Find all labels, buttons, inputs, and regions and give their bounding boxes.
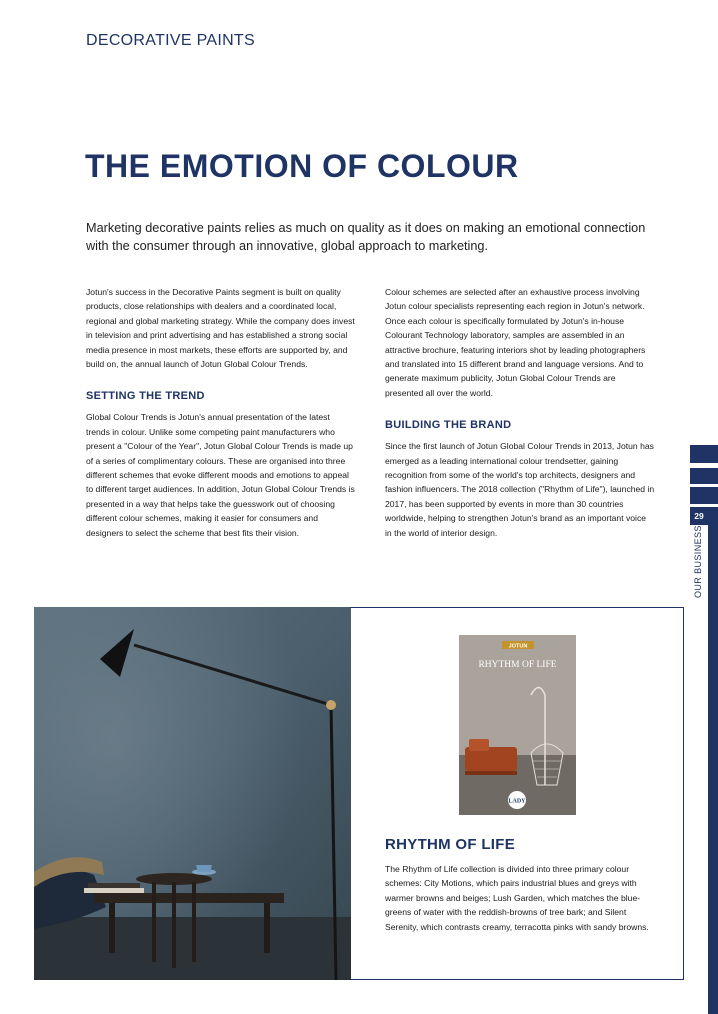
side-strip	[708, 507, 718, 1014]
interior-photo	[34, 607, 351, 980]
section-side-label: OUR BUSINESS	[693, 525, 703, 598]
right-column	[385, 285, 655, 540]
feature-text: The Rhythm of Life collection is divided into three primary colour schemes: City Motions, which pairs industrial blues and greys with warmer browns and beiges; Lush Garden, which matches the blue-greens of water with the reddish-browns of tree bark; and Silent Serenity, which contrasts creamy, terracotta pinks with sandy browns.	[385, 864, 649, 932]
subhead-setting-the-trend: SETTING THE TREND	[86, 390, 205, 403]
brochure-brand: JOTUN	[508, 643, 528, 650]
intro-paragraph: Marketing decorative paints relies as much on quality as it does on making an emotional connection with the consumer through an innovative, global approach to marketing.	[86, 221, 646, 253]
side-tab-3[interactable]	[690, 487, 718, 504]
right-paragraph-2: Since the first launch of Jotun Global Colour Trends in 2013, Jotun has emerged as a leading international colour trendsetter, gaining recognition from some of the world's top architects, designers and fashion influencers. The 2018 collection ("Rhythm of Life"), launched in 2017, has been supported by events in more than 30 countries worldwide, helping to strengthen Jotun's brand as an important voice in the world of interior design.	[385, 441, 655, 538]
page-title: THE EMOTION OF COLOUR	[85, 148, 519, 184]
subhead-building-the-brand: BUILDING THE BRAND	[385, 419, 512, 432]
side-tab-2[interactable]	[690, 468, 718, 484]
brochure-badge: LADY	[508, 798, 526, 805]
feature-title: RHYTHM OF LIFE	[385, 836, 516, 853]
page-number: 29	[690, 507, 708, 525]
left-paragraph-1: Jotun's success in the Decorative Paints segment is built on quality products, close relationships with dealers and a coordinated local, regional and global marketing strategy. While the company does invest in television and print advertising and has established a strong social media presence in most markets, these efforts are supported by, and build on, the annual launch of Jotun Global Colour Trends.	[86, 287, 355, 370]
section-label: DECORATIVE PAINTS	[86, 32, 255, 49]
left-column	[86, 285, 356, 540]
side-tab-1[interactable]	[690, 445, 718, 463]
brochure-title: RHYTHM OF LIFE	[478, 660, 557, 670]
left-paragraph-2: Global Colour Trends is Jotun's annual presentation of the latest trends in colour. Unlike some competing paint manufacturers who present a "Colour of the Year", Jotun Global Colour Trends is made up of a series of complimentary colours. These are organised into three different schemes that evoke different moods and emotions to appeal to different target audiences. In addition, Jotun Global Colour Trends is presented in a way that helps take the guesswork out of choosing different colour schemes, making it easier for consumers and designers to select the scheme that best fits their vision.	[86, 412, 355, 538]
right-paragraph-1: Colour schemes are selected after an exhaustive process involving Jotun colour specialists representing each region in Jotun's network. Once each colour is specifically formulated by Jotun's in-house Colourant Technology laboratory, samples are assembled in an attractive brochure, featuring interiors shot by leading photographers and translated into 15 different brand and language versions. And to generate maximum publicity, Jotun Global Colour Trends are presented all over the world.	[385, 287, 646, 398]
brochure-cover	[459, 635, 576, 815]
